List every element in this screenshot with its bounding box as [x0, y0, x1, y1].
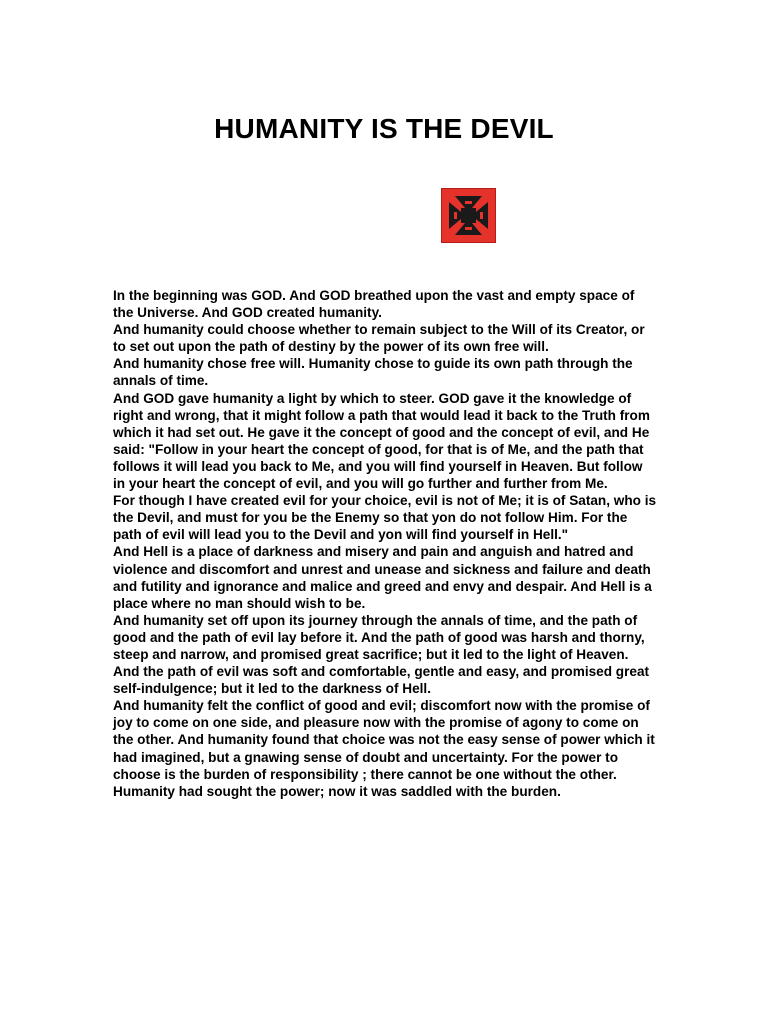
document-body	[113, 287, 658, 800]
red-square-cross-emblem-icon	[441, 188, 496, 243]
paragraph: And humanity set off upon its journey through the annals of time, and the path of good and the path of evil lay before it. And the path of good was harsh and thorny, steep and narrow, and promised great sacrifice; but it led to the light of Heaven. And the path of evil was soft and comfortable, gentle and easy, and promised great self-indulgence; but it led to the darkness of Hell.	[113, 612, 650, 697]
paragraph: And humanity chose free will. Humanity chose to guide its own path through the annals of time.	[113, 356, 633, 389]
paragraph: And humanity could choose whether to remain subject to the Will of its Creator, or to set out upon the path of destiny by the power of its own free will.	[113, 322, 645, 355]
paragraph: For though I have created evil for your choice, evil is not of Me; it is of Satan, who is the Devil, and must for you be the Enemy so that yon do not follow Him. For the path of evil will lead you to the Devil and yon will find yourself in Hell."	[113, 493, 657, 543]
page-title: HUMANITY IS THE DEVIL	[214, 113, 554, 144]
paragraph: And humanity felt the conflict of good and evil; discomfort now with the promise of joy to come on one side, and pleasure now with the promise of agony to come on the other. And humanity found that choice was not the easy sense of power which it had imagined, but a gnawing sense of doubt and uncertainty. For the power to choose is the burden of responsibility ; there cannot be one without the other. Humanity had sought the power; now it was saddled with the burden.	[113, 698, 655, 799]
paragraph: And GOD gave humanity a light by which to steer. GOD gave it the knowledge of right and wrong, that it might follow a path that would lead it back to the Truth from which it had set out. He gave it the concept of good and the concept of evil, and He said: "Follow in your heart the concept of good, for that is of Me, and the path that follows it will lead you back to Me, and you will find yourself in Heaven. But follow in your heart the concept of evil, and you will go further and further from Me.	[113, 390, 650, 492]
paragraph: In the beginning was GOD. And GOD breathed upon the vast and empty space of the Universe. And GOD created humanity.	[113, 288, 635, 321]
paragraph: And Hell is a place of darkness and misery and pain and anguish and hatred and violence and discomfort and unrest and unease and sickness and failure and death and futility and ignorance and malice and greed and envy and despair. And Hell is a place where no man should wish to be.	[113, 544, 652, 611]
